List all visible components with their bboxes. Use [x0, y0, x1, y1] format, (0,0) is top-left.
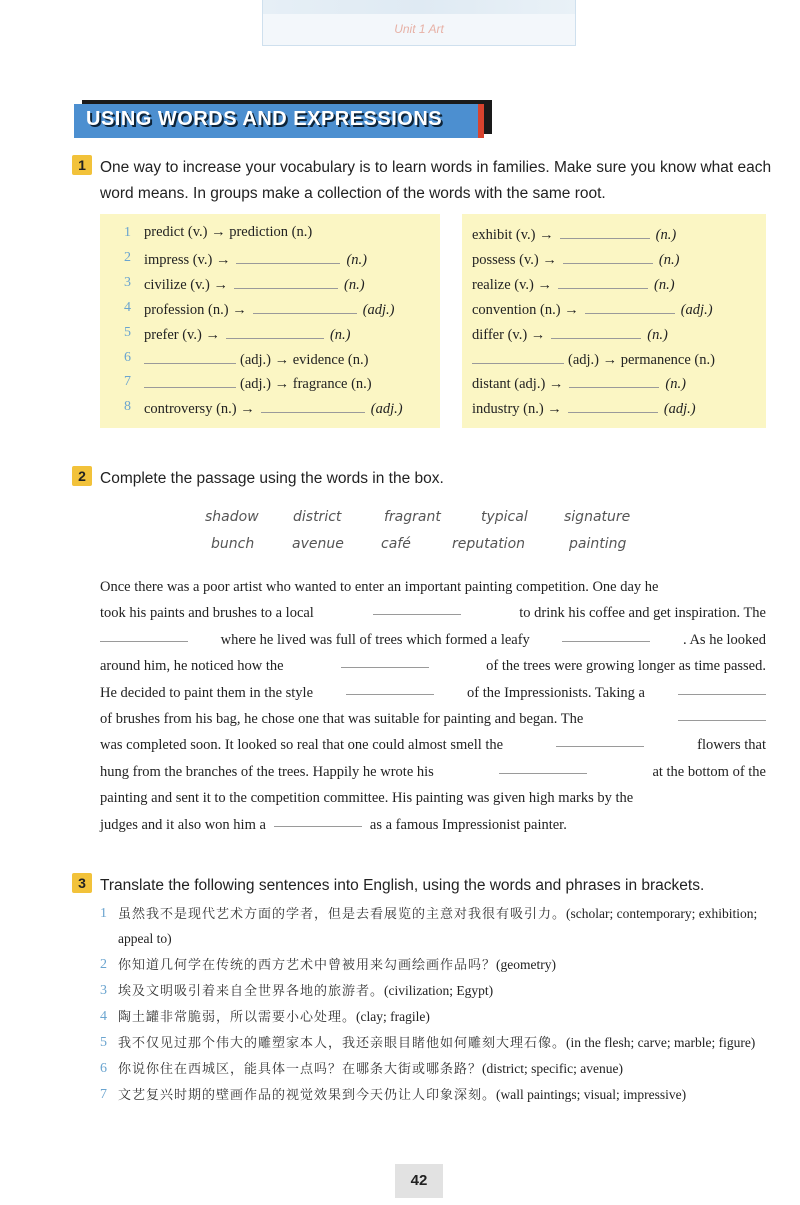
word-family-source: profession (n.) → — [144, 301, 247, 318]
hint-words: (wall paintings; visual; impressive) — [496, 1087, 687, 1102]
hint-words: (scholar; contemporary; exhibition; appeal to) — [118, 906, 758, 946]
answer-blank[interactable] — [472, 349, 564, 364]
answer-blank[interactable] — [226, 324, 324, 339]
passage-line — [100, 759, 766, 785]
answer-blank[interactable] — [556, 732, 644, 747]
part-of-speech: (n.) — [665, 376, 686, 393]
word-family-source: industry (n.) → — [472, 401, 562, 418]
answer-blank[interactable] — [341, 653, 429, 668]
chinese-sentence: 我不仅见过那个伟大的雕塑家本人，我还亲眼目睹他如何雕刻大理石像。 — [118, 1036, 567, 1051]
word-box-item: district — [293, 509, 342, 525]
word-family-target: (adj.) → evidence (n.) — [240, 351, 369, 368]
answer-blank[interactable] — [563, 249, 653, 264]
word-family-source: civilize (v.) → — [144, 276, 229, 293]
word-family-number: 8 — [124, 399, 131, 415]
answer-blank[interactable] — [499, 759, 587, 774]
passage-line — [100, 706, 766, 732]
passage-text: to drink his coffee and get inspiration. The — [519, 605, 766, 622]
word-family-row — [472, 349, 715, 369]
word-family-row — [472, 299, 713, 319]
unit-header-tab — [262, 0, 576, 46]
word-family-row — [472, 274, 675, 294]
part-of-speech: (n.) — [653, 276, 675, 293]
word-family-source: controversy (n.) → — [144, 401, 255, 418]
passage-text: of the trees were growing longer as time passed. — [486, 658, 766, 675]
chinese-sentence: 虽然我不是现代艺术方面的学者，但是去看展览的主意对我很有吸引力。 — [118, 907, 567, 922]
word-family-row — [472, 373, 686, 393]
chinese-sentence: 陶土罐非常脆弱，所以需要小心处理。 — [118, 1010, 357, 1025]
passage-line — [100, 785, 766, 811]
answer-blank[interactable] — [568, 398, 658, 413]
word-family-row — [144, 349, 368, 369]
answer-blank[interactable] — [560, 224, 650, 239]
word-family-number: 1 — [124, 225, 131, 240]
word-box-item: reputation — [452, 536, 526, 552]
passage-text: of brushes from his bag, he chose one that was suitable for painting and began. The — [100, 711, 584, 728]
passage-text: . As he looked — [683, 631, 766, 648]
passage-text: painting and sent it to the competition committee. His painting was given high marks by the — [100, 790, 634, 807]
word-family-row — [144, 299, 395, 319]
word-family-number: 3 — [124, 274, 131, 290]
passage-text: at the bottom of the — [652, 763, 766, 780]
passage — [100, 574, 766, 838]
answer-blank[interactable] — [274, 812, 362, 827]
word-family-row — [472, 224, 676, 244]
answer-blank[interactable] — [569, 373, 659, 388]
translation-item — [100, 1005, 770, 1030]
word-family-row — [472, 249, 679, 269]
word-family-source: possess (v.) → — [472, 251, 557, 268]
passage-text: He decided to paint them in the style — [100, 684, 314, 701]
answer-blank[interactable] — [558, 274, 648, 289]
word-family-source: impress (v.) → — [144, 251, 231, 268]
passage-line — [100, 627, 766, 653]
hint-words: (geometry) — [496, 957, 556, 972]
translation-item — [100, 1083, 770, 1108]
translation-item — [100, 979, 770, 1004]
answer-blank[interactable] — [373, 600, 461, 615]
passage-text: was completed soon. It looked so real that one could almost smell the — [100, 737, 504, 754]
exercise-instruction: Translate the following sentences into English, using the words and phrases in brackets. — [100, 877, 705, 894]
exercise-number: 3 — [72, 873, 92, 893]
word-box-item: bunch — [211, 536, 255, 552]
translation-item — [100, 1057, 770, 1082]
translation-number: 7 — [100, 1087, 107, 1102]
passage-line — [100, 732, 766, 758]
passage-line — [100, 574, 766, 600]
translation-item — [100, 953, 770, 978]
word-family-row — [144, 324, 351, 344]
hint-words: (in the flesh; carve; marble; figure) — [566, 1035, 756, 1050]
answer-blank[interactable] — [144, 373, 236, 388]
word-family-source: distant (adj.) → — [472, 376, 564, 393]
word-family-source: convention (n.) → — [472, 301, 579, 318]
word-family-row — [472, 324, 668, 344]
exercise-instruction: One way to increase your vocabulary is to learn words in families. Make sure you know what each word means. In groups make a collection of the words with the same root. — [100, 159, 772, 202]
part-of-speech: (adj.) — [680, 301, 713, 318]
translation-number: 1 — [100, 906, 107, 921]
hint-words: (civilization; Egypt) — [384, 983, 494, 998]
word-box-item: fragrant — [384, 509, 441, 525]
word-family-box-right — [462, 214, 766, 428]
answer-blank[interactable] — [562, 627, 650, 642]
word-family-number: 2 — [124, 249, 131, 265]
word-family-number: 5 — [124, 324, 131, 340]
section-title: USING WORDS AND EXPRESSIONS — [86, 108, 443, 130]
word-family-target: (adj.) → permanence (n.) — [568, 351, 715, 368]
word-family-row — [144, 274, 365, 294]
exercise-instruction: Complete the passage using the words in the box. — [100, 470, 444, 487]
translation-number: 3 — [100, 983, 107, 998]
word-family-number: 7 — [124, 374, 131, 390]
passage-text: where he lived was full of trees which formed a leafy — [220, 631, 530, 648]
part-of-speech: (n.) — [647, 326, 668, 343]
answer-blank[interactable] — [346, 680, 434, 695]
translation-number: 4 — [100, 1009, 107, 1024]
part-of-speech: (adj.) — [663, 401, 696, 418]
part-of-speech: (adj.) — [370, 401, 403, 418]
word-family-target: (adj.) → fragrance (n.) — [240, 376, 372, 393]
exercise-2-heading — [72, 464, 772, 492]
exercise-number: 2 — [72, 466, 92, 486]
word-family-source: predict (v.) → prediction (n.) — [144, 224, 313, 240]
word-family-row — [144, 249, 367, 269]
part-of-speech: (adj.) — [362, 301, 395, 318]
passage-text: Once there was a poor artist who wanted to enter an important painting competition. One day he — [100, 579, 659, 595]
translation-number: 5 — [100, 1035, 107, 1050]
passage-line — [100, 653, 766, 679]
answer-blank[interactable] — [253, 299, 357, 314]
word-box-item: typical — [481, 509, 528, 525]
passage-text: took his paints and brushes to a local — [100, 605, 314, 622]
word-family-number: 6 — [124, 349, 131, 365]
answer-blank[interactable] — [678, 680, 766, 695]
word-box-item: avenue — [292, 536, 344, 552]
passage-text: judges and it also won him a — [100, 816, 266, 833]
passage-text: around him, he noticed how the — [100, 658, 284, 675]
word-family-box-left — [100, 214, 440, 428]
translation-list — [100, 902, 770, 1109]
translation-item — [100, 1031, 770, 1056]
answer-blank[interactable] — [585, 299, 675, 314]
chinese-sentence: 文艺复兴时期的壁画作品的视觉效果到今天仍让人印象深刻。 — [118, 1088, 497, 1103]
exercise-3-heading — [72, 871, 772, 899]
passage-line — [100, 680, 766, 706]
chinese-sentence: 埃及文明吸引着来自全世界各地的旅游者。 — [118, 984, 385, 999]
word-box-item: café — [381, 536, 411, 552]
word-family-source: differ (v.) → — [472, 326, 546, 343]
passage-text: flowers that — [697, 737, 766, 754]
word-box-item: signature — [564, 509, 631, 525]
answer-blank[interactable] — [551, 324, 641, 339]
translation-item — [100, 902, 770, 952]
header-stripe — [263, 0, 575, 14]
part-of-speech: (n.) — [658, 251, 680, 268]
unit-label: Unit 1 Art — [394, 22, 444, 36]
answer-blank[interactable] — [144, 349, 236, 364]
passage-line — [100, 812, 766, 838]
word-family-row — [144, 224, 312, 241]
passage-text: as a famous Impressionist painter. — [369, 816, 567, 833]
hint-words: (clay; fragile) — [356, 1009, 430, 1024]
word-box-item: painting — [569, 536, 627, 552]
translation-number: 6 — [100, 1061, 107, 1076]
word-family-number: 4 — [124, 299, 131, 315]
chinese-sentence: 你说你住在西城区，能具体一点吗？在哪条大街或哪条路？ — [118, 1062, 483, 1077]
exercise-number: 1 — [72, 155, 92, 175]
word-family-row — [144, 373, 372, 393]
answer-blank[interactable] — [236, 249, 340, 264]
chinese-sentence: 你知道几何学在传统的西方艺术中曾被用来勾画绘画作品吗？ — [118, 958, 497, 973]
answer-blank[interactable] — [678, 706, 766, 721]
word-family-row — [144, 398, 403, 418]
passage-text: hung from the branches of the trees. Happily he wrote his — [100, 763, 434, 780]
passage-line — [100, 600, 766, 626]
word-box-item: shadow — [205, 509, 259, 525]
word-family-source: exhibit (v.) → — [472, 227, 554, 243]
part-of-speech: (n.) — [329, 326, 351, 343]
answer-blank[interactable] — [261, 398, 365, 413]
part-of-speech: (n.) — [344, 276, 365, 293]
exercise-1-heading — [72, 153, 772, 209]
hint-words: (district; specific; avenue) — [482, 1061, 623, 1076]
translation-number: 2 — [100, 957, 107, 972]
part-of-speech: (n.) — [655, 227, 677, 243]
word-family-source: realize (v.) → — [472, 276, 552, 293]
answer-blank[interactable] — [100, 627, 188, 642]
word-family-source: prefer (v.) → — [144, 326, 220, 343]
word-family-row — [472, 398, 696, 418]
answer-blank[interactable] — [234, 274, 338, 289]
part-of-speech: (n.) — [346, 251, 367, 268]
passage-text: of the Impressionists. Taking a — [467, 684, 645, 701]
page-number: 42 — [410, 1172, 428, 1189]
